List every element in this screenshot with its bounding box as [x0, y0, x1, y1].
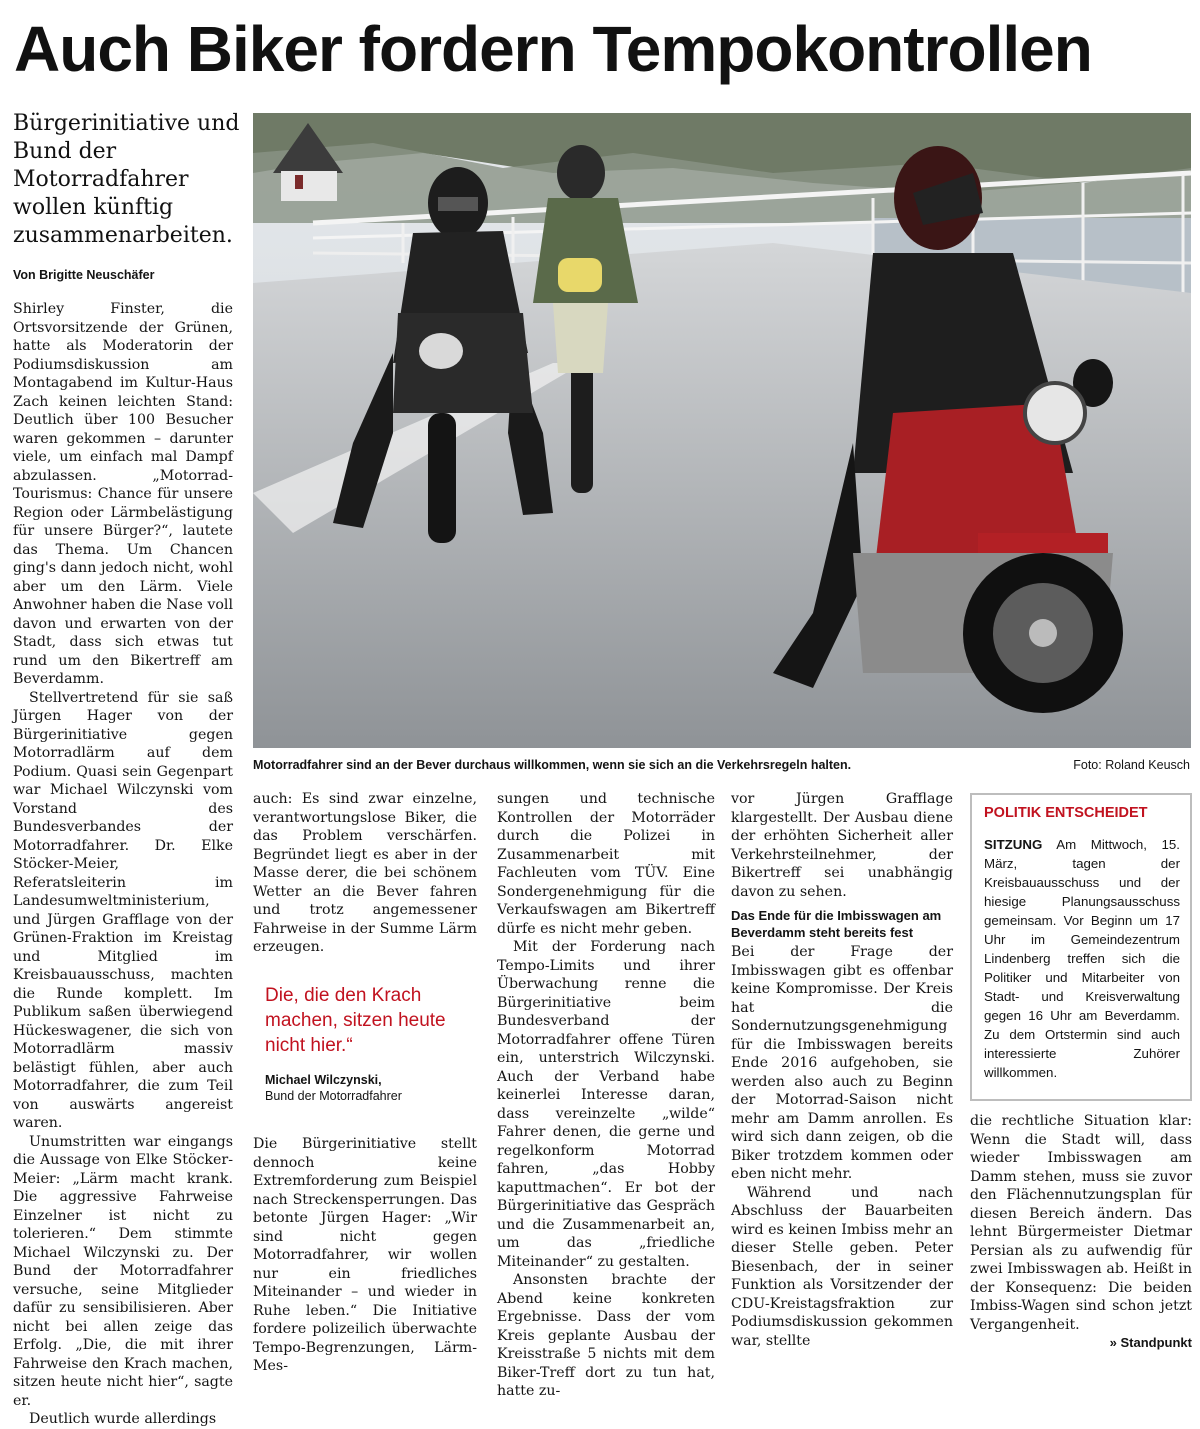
- paragraph: Stellvertretend für sie saß Jürgen Hager von der Bürgerinitiative gegen Motorradlärm auf dem Podium. Quasi sein Gegenpart war Michael Wilczynski vom Vorstand des Bundesverbandes der Motorradfahrer. Dr. Elke Stöcker-Meier, Referatsleiterin im Landesumweltministerium, und Jürgen Grafflage von der Grünen-Fraktion im Kreistag und Mitglied im Kreisbauausschuss, machten die Runde komplett. Im Publikum saßen überwiegend Hückeswagener, die sich von Motorradlärm massiv belästigt fühlen, aber auch Motorradfahrer, die zum Teil von auswärts angereist waren.: [13, 689, 233, 1131]
- headline: Auch Biker fordern Tempokontrollen: [14, 13, 1092, 85]
- subheadline: Bürgerinitiative und Bund der Motorradfahrer wollen künftig zusammenarbeiten.: [13, 111, 240, 248]
- info-box-keyword: SITZUNG: [984, 837, 1043, 852]
- see-also-link[interactable]: » Standpunkt: [1109, 1335, 1192, 1350]
- article-column-2-top: [253, 790, 477, 965]
- article-column-3: [497, 790, 715, 1399]
- quote-author-role: Bund der Motorradfahrer: [265, 1089, 402, 1103]
- paragraph: vor Jürgen Grafflage klargestellt. Der Ausbau diene der erhöhten Sicherheit aller Verkehrsteilnehmer, der Bikertreff sei unabhängig davon zu sehen.: [731, 791, 953, 900]
- info-box-text: Am Mittwoch, 15. März, tagen der Kreisbauausschuss und der hiesige Planungsausschuss gemeinsam. Vor Beginn um 17 Uhr im Gemeindezentrum Lindenberg treffen sich die Politiker und Mitarbeiter von Stadt- und Kreisverwaltung gegen 16 Uhr am Beverdamm. Zu dem Ortstermin sind auch interessierte Zuhörer willkommen.: [984, 837, 1180, 1080]
- article-column-1: [13, 300, 233, 1427]
- info-box-body: [984, 835, 1180, 1082]
- photo-caption: Motorradfahrer sind an der Bever durchaus willkommen, wenn sie sich an die Verkehrsregeln halten.: [253, 758, 852, 772]
- info-box: [970, 793, 1192, 1101]
- paragraph: Deutlich wurde allerdings: [29, 1411, 217, 1427]
- paragraph: Ansonsten brachte der Abend keine konkreten Ergebnisse. Dass der vom Kreis geplante Ausbau der Kreisstraße 5 nichts mit dem Biker-Treff dort zu tun hat, hatte zu-: [497, 1272, 715, 1399]
- article-column-5: [970, 1112, 1192, 1350]
- motorcyclists-photo: [253, 113, 1191, 748]
- paragraph: Bei der Frage der Imbisswagen gibt es offenbar keine Kompromisse. Der Kreis hat die Sondernutzungsgenehmigung für die Imbisswagen bereits Ende 2016 aufgehoben, sie werden also auch zu Beginn der Motorrad-Saison nicht mehr am Damm anrollen. Es wird sich dann zeigen, ob die Biker trotzdem kommen oder eben nicht mehr.: [731, 944, 953, 1182]
- info-box-title: POLITIK ENTSCHEIDET: [984, 805, 1148, 821]
- quote-text: Die, die den Krach machen, sitzen heute nicht hier.“: [265, 985, 446, 1056]
- photo-credit: Foto: Roland Keusch: [1073, 758, 1190, 772]
- paragraph: Unumstritten war eingangs die Aussage von Elke Stöcker-Meier: „Lärm macht krank. Die aggressive Fahrweise Einzelner ist nicht zu tolerieren.“ Dem stimmte Michael Wilczynski zu. Der Bund der Motorradfahrer versuche, seine Mitglieder dafür zu sensibilisieren. Aber nicht bei allen zeige das Erfolg. „Die, die mit ihrer Fahrweise den Krach machen, sitzen heute nicht hier“, sagte er.: [13, 1133, 233, 1409]
- paragraph: Die Bürgerinitiative stellt dennoch keine Extremforderung zum Beispiel nach Streckensperrungen. Das betonte Jürgen Hager: „Wir sind nicht gegen Motorradfahrer, wir wollen nur ein friedliches Miteinander – und wieder in Ruhe leben.“ Die Initiative fordere polizeilich überwachte Tempo-Begrenzungen, Lärm-Mes-: [253, 1136, 477, 1374]
- paragraph: Während und nach Abschluss der Bauarbeiten wird es keinen Imbiss mehr an dieser Stelle geben. Peter Biesenbach, der in seiner Funktion als Vorsitzender der CDU-Kreistagsfraktion zur Podiumsdiskussion gekommen war, stellte: [731, 1184, 953, 1349]
- byline: Von Brigitte Neuschäfer: [13, 268, 155, 282]
- paragraph: die rechtliche Situation klar: Wenn die Stadt will, dass wieder Imbisswagen am Damm stehen, muss sie zuvor den Flächennutzungsplan für diesen Bereich ändern. Das lehnt Bürgermeister Dietmar Persian als zu aufwendig für zwei Imbisswagen ab. Heißt in der Konsequenz: Die beiden Imbiss-Wagen sind schon jetzt Vergangenheit.: [970, 1113, 1192, 1333]
- paragraph: Shirley Finster, die Ortsvorsitzende der Grünen, hatte als Moderatorin der Podiumsdiskussion am Montagabend im Kultur-Haus Zach keinen leichten Stand: Deutlich über 100 Besucher waren gekommen – darunter viele, um einfach mal Dampf abzulassen. „Motorrad-Tourismus: Chance für unsere Region oder Lärmbelästigung für unsere Bürger?“, lautete das Thema. Um Chancen ging's dann jedoch nicht, wohl aber um den Lärm. Viele Anwohner haben die Nase voll davon und erwarten von der Stadt, dass sich etwas tut rund um den Bikertreff am Beverdamm.: [13, 301, 233, 687]
- article-column-2-bottom: [253, 1135, 477, 1374]
- section-heading: Das Ende für die Imbisswagen am Beverdamm steht bereits fest: [731, 908, 942, 940]
- paragraph: sungen und technische Kontrollen der Motorräder durch die Polizei in Zusammenarbeit mit Fachleuten vom TÜV. Eine Sondergenehmigung für die Verkaufswagen am Bikertreff dürfe es nicht mehr geben.: [497, 791, 715, 937]
- quote-author: Michael Wilczynski,: [265, 1073, 382, 1087]
- paragraph: Mit der Forderung nach Tempo-Limits und ihrer Überwachung renne die Bürgerinitiative beim Bundesverband der Motorradfahrer offene Türen ein, unterstrich Wilczynski. Auch der Verband habe keinerlei Interesse daran, dass vereinzelte „wilde“ Fahrer denen, die gerne und regelkonform Motorrad fahren, „das Hobby kaputtmachen“. Er bot der Bürgerinitiative das Gespräch und die Zusammenarbeit an, um das „friedliche Miteinander“ zu gestalten.: [497, 939, 715, 1270]
- article-column-4: [731, 790, 953, 1350]
- pull-quote: [265, 983, 475, 1104]
- paragraph: auch: Es sind zwar einzelne, verantwortungslose Biker, die das Problem verschärfen. Begründet liegt es aber in der Masse derer, die bei schönem Wetter an die Bever fahren und trotz angemessener Fahrweise in der Summe Lärm erzeugen.: [253, 791, 477, 955]
